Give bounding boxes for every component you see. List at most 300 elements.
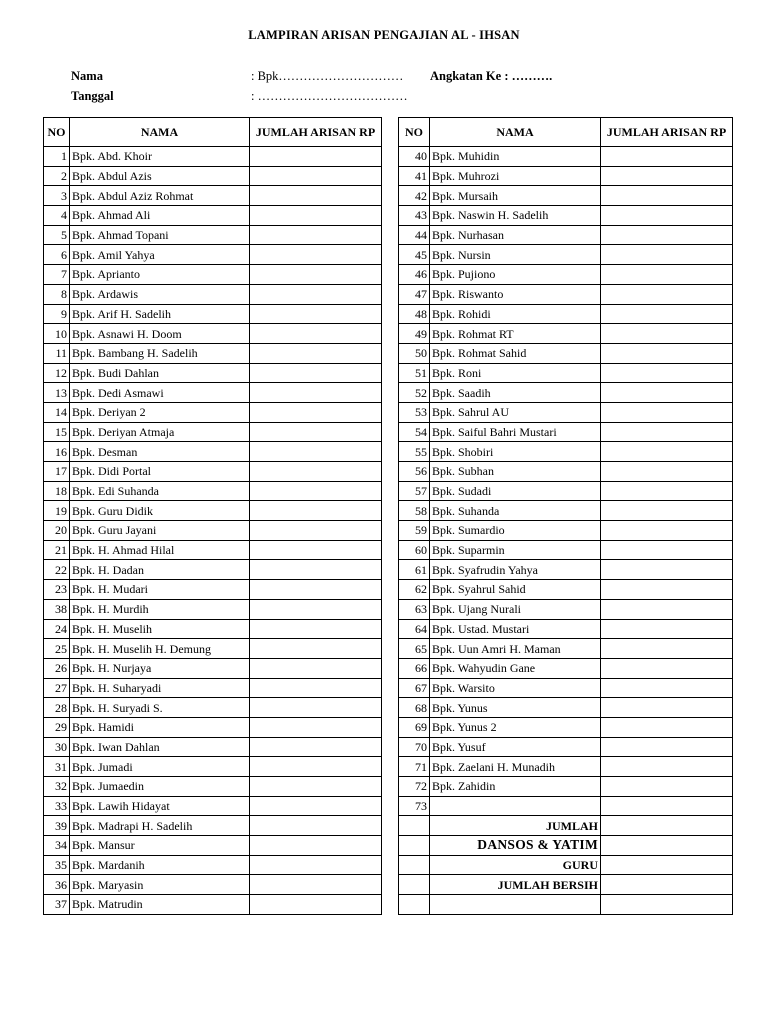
table-row <box>399 698 733 718</box>
row-number: 38 <box>44 599 70 619</box>
row-number: 48 <box>399 304 430 324</box>
row-number: 27 <box>44 678 70 698</box>
table-header-row <box>44 118 382 147</box>
summary-label: DANSOS & YATIM <box>430 836 601 856</box>
table-row <box>44 816 382 836</box>
row-number: 64 <box>399 619 430 639</box>
member-name: Bpk. Rohmat RT <box>430 324 601 344</box>
member-name: Bpk. Suparmin <box>430 540 601 560</box>
table-row <box>44 895 382 915</box>
members-table-left <box>43 117 382 915</box>
row-number: 15 <box>44 422 70 442</box>
member-name: Bpk. Desman <box>70 442 250 462</box>
arisan-amount-cell[interactable] <box>601 402 733 422</box>
row-number: 71 <box>399 757 430 777</box>
arisan-amount-cell[interactable] <box>250 324 382 344</box>
arisan-amount-cell[interactable] <box>250 777 382 797</box>
table-row <box>44 284 382 304</box>
table-row <box>44 540 382 560</box>
table-row <box>399 619 733 639</box>
nama-label: Nama <box>71 69 103 83</box>
member-name: Bpk. Bambang H. Sadelih <box>70 343 250 363</box>
row-number: 1 <box>44 147 70 167</box>
table-row <box>44 402 382 422</box>
row-number: 33 <box>44 796 70 816</box>
row-number: 17 <box>44 462 70 482</box>
member-name: Bpk. Aprianto <box>70 265 250 285</box>
member-name: Bpk. Budi Dahlan <box>70 363 250 383</box>
table-row <box>44 265 382 285</box>
arisan-amount-cell[interactable] <box>250 186 382 206</box>
row-number: 8 <box>44 284 70 304</box>
row-number: 28 <box>44 698 70 718</box>
summary-no-cell <box>399 875 430 895</box>
member-name: Bpk. Edi Suhanda <box>70 481 250 501</box>
row-number: 62 <box>399 580 430 600</box>
member-name: Bpk. Didi Portal <box>70 462 250 482</box>
table-row <box>44 875 382 895</box>
table-row <box>44 206 382 226</box>
arisan-amount-cell[interactable] <box>601 265 733 285</box>
arisan-amount-cell[interactable] <box>250 757 382 777</box>
summary-amount-cell[interactable] <box>601 816 733 836</box>
row-number: 7 <box>44 265 70 285</box>
table-row <box>44 796 382 816</box>
member-name: Bpk. Yunus <box>430 698 601 718</box>
member-name: Bpk. Asnawi H. Doom <box>70 324 250 344</box>
row-number: 24 <box>44 619 70 639</box>
member-name: Bpk. H. Muselih <box>70 619 250 639</box>
table-row <box>399 383 733 403</box>
table-row <box>44 383 382 403</box>
arisan-amount-cell[interactable] <box>601 147 733 167</box>
arisan-amount-cell[interactable] <box>601 363 733 383</box>
table-row <box>399 521 733 541</box>
row-number: 11 <box>44 343 70 363</box>
arisan-amount-cell[interactable] <box>601 304 733 324</box>
member-name: Bpk. Syafrudin Yahya <box>430 560 601 580</box>
table-row <box>44 481 382 501</box>
member-name: Bpk. Muhidin <box>430 147 601 167</box>
table-row <box>399 422 733 442</box>
arisan-amount-cell[interactable] <box>601 422 733 442</box>
member-name: Bpk. Abdul Aziz Rohmat <box>70 186 250 206</box>
header-jumlah: JUMLAH ARISAN RP <box>601 118 733 147</box>
table-row <box>44 186 382 206</box>
arisan-amount-cell[interactable] <box>250 462 382 482</box>
arisan-amount-cell[interactable] <box>250 737 382 757</box>
member-name: Bpk. H. Ahmad Hilal <box>70 540 250 560</box>
table-row <box>399 796 733 816</box>
arisan-amount-cell[interactable] <box>250 363 382 383</box>
member-name: Bpk. Jumaedin <box>70 777 250 797</box>
member-name: Bpk. Ustad. Mustari <box>430 619 601 639</box>
member-name: Bpk. Sahrul AU <box>430 402 601 422</box>
row-number: 57 <box>399 481 430 501</box>
table-row <box>44 245 382 265</box>
arisan-amount-cell[interactable] <box>250 442 382 462</box>
arisan-amount-cell[interactable] <box>250 836 382 856</box>
member-name: Bpk. Muhrozi <box>430 166 601 186</box>
arisan-amount-cell[interactable] <box>601 462 733 482</box>
member-name: Bpk. Nurhasan <box>430 225 601 245</box>
summary-row <box>399 875 733 895</box>
row-number: 59 <box>399 521 430 541</box>
member-name: Bpk. Matrudin <box>70 895 250 915</box>
member-name: Bpk. Iwan Dahlan <box>70 737 250 757</box>
header-jumlah: JUMLAH ARISAN RP <box>250 118 382 147</box>
member-name: Bpk. Rohidi <box>430 304 601 324</box>
row-number: 47 <box>399 284 430 304</box>
table-row <box>44 560 382 580</box>
arisan-amount-cell[interactable] <box>250 422 382 442</box>
members-table-right <box>398 117 733 915</box>
row-number: 52 <box>399 383 430 403</box>
member-name: Bpk. H. Murdih <box>70 599 250 619</box>
row-number: 46 <box>399 265 430 285</box>
member-name <box>430 796 601 816</box>
arisan-amount-cell[interactable] <box>250 166 382 186</box>
summary-no-cell <box>399 836 430 856</box>
arisan-amount-cell[interactable] <box>601 599 733 619</box>
row-number: 19 <box>44 501 70 521</box>
arisan-amount-cell[interactable] <box>601 284 733 304</box>
summary-no-cell <box>399 816 430 836</box>
row-number: 60 <box>399 540 430 560</box>
row-number: 58 <box>399 501 430 521</box>
arisan-amount-cell[interactable] <box>601 324 733 344</box>
member-name: Bpk. Zaelani H. Munadih <box>430 757 601 777</box>
member-name: Bpk. Subhan <box>430 462 601 482</box>
row-number: 40 <box>399 147 430 167</box>
table-row <box>399 304 733 324</box>
member-name: Bpk. Mursaih <box>430 186 601 206</box>
member-name: Bpk. Sumardio <box>430 521 601 541</box>
arisan-amount-cell[interactable] <box>601 186 733 206</box>
row-number: 43 <box>399 206 430 226</box>
row-number: 21 <box>44 540 70 560</box>
row-number: 37 <box>44 895 70 915</box>
table-row <box>44 343 382 363</box>
summary-label <box>430 895 601 915</box>
arisan-amount-cell[interactable] <box>250 245 382 265</box>
member-name: Bpk. Abdul Azis <box>70 166 250 186</box>
table-row <box>399 757 733 777</box>
angkatan-label: Angkatan Ke : ………. <box>430 69 553 83</box>
table-row <box>399 658 733 678</box>
summary-row <box>399 855 733 875</box>
document-title: LAMPIRAN ARISAN PENGAJIAN AL - IHSAN <box>248 28 520 42</box>
arisan-amount-cell[interactable] <box>250 147 382 167</box>
arisan-amount-cell[interactable] <box>250 698 382 718</box>
member-name: Bpk. Saiful Bahri Mustari <box>430 422 601 442</box>
arisan-amount-cell[interactable] <box>601 521 733 541</box>
table-row <box>399 147 733 167</box>
member-name: Bpk. Zahidin <box>430 777 601 797</box>
table-row <box>399 245 733 265</box>
row-number: 3 <box>44 186 70 206</box>
member-name: Bpk. Wahyudin Gane <box>430 658 601 678</box>
table-row <box>399 540 733 560</box>
member-name: Bpk. Dedi Asmawi <box>70 383 250 403</box>
member-name: Bpk. Guru Didik <box>70 501 250 521</box>
arisan-amount-cell[interactable] <box>601 737 733 757</box>
arisan-amount-cell[interactable] <box>250 402 382 422</box>
table-row <box>44 757 382 777</box>
row-number: 42 <box>399 186 430 206</box>
table-row <box>44 501 382 521</box>
table-row <box>399 481 733 501</box>
member-name: Bpk. Syahrul Sahid <box>430 580 601 600</box>
summary-label: GURU <box>430 855 601 875</box>
member-name: Bpk. Ujang Nurali <box>430 599 601 619</box>
arisan-amount-cell[interactable] <box>601 442 733 462</box>
summary-row <box>399 816 733 836</box>
arisan-amount-cell[interactable] <box>250 580 382 600</box>
member-name: Bpk. Arif H. Sadelih <box>70 304 250 324</box>
member-name: Bpk. Deriyan Atmaja <box>70 422 250 442</box>
member-name: Bpk. Naswin H. Sadelih <box>430 206 601 226</box>
arisan-amount-cell[interactable] <box>250 658 382 678</box>
member-name: Bpk. Ahmad Ali <box>70 206 250 226</box>
member-name: Bpk. Jumadi <box>70 757 250 777</box>
row-number: 5 <box>44 225 70 245</box>
arisan-amount-cell[interactable] <box>601 206 733 226</box>
arisan-amount-cell[interactable] <box>250 599 382 619</box>
table-row <box>399 442 733 462</box>
arisan-amount-cell[interactable] <box>250 796 382 816</box>
row-number: 12 <box>44 363 70 383</box>
arisan-amount-cell[interactable] <box>601 540 733 560</box>
arisan-amount-cell[interactable] <box>601 658 733 678</box>
table-row <box>44 166 382 186</box>
arisan-amount-cell[interactable] <box>601 757 733 777</box>
table-row <box>399 717 733 737</box>
table-row <box>399 580 733 600</box>
summary-row <box>399 895 733 915</box>
summary-amount-cell[interactable] <box>601 836 733 856</box>
arisan-amount-cell[interactable] <box>601 501 733 521</box>
member-name: Bpk. Yusuf <box>430 737 601 757</box>
member-name: Bpk. Riswanto <box>430 284 601 304</box>
row-number: 23 <box>44 580 70 600</box>
arisan-amount-cell[interactable] <box>250 639 382 659</box>
row-number: 30 <box>44 737 70 757</box>
table-row <box>399 186 733 206</box>
member-name: Bpk. Uun Amri H. Maman <box>430 639 601 659</box>
member-name: Bpk. Deriyan 2 <box>70 402 250 422</box>
table-row <box>399 324 733 344</box>
member-name: Bpk. H. Mudari <box>70 580 250 600</box>
arisan-amount-cell[interactable] <box>250 343 382 363</box>
arisan-amount-cell[interactable] <box>250 855 382 875</box>
member-name: Bpk. Suhanda <box>430 501 601 521</box>
table-row <box>399 462 733 482</box>
table-row <box>44 658 382 678</box>
arisan-amount-cell[interactable] <box>601 245 733 265</box>
header-no: NO <box>399 118 430 147</box>
arisan-amount-cell[interactable] <box>601 560 733 580</box>
header-nama: NAMA <box>70 118 250 147</box>
arisan-amount-cell[interactable] <box>601 777 733 797</box>
table-row <box>399 206 733 226</box>
table-row <box>44 855 382 875</box>
member-name: Bpk. H. Dadan <box>70 560 250 580</box>
arisan-amount-cell[interactable] <box>250 225 382 245</box>
table-row <box>44 324 382 344</box>
member-name: Bpk. Nursin <box>430 245 601 265</box>
arisan-amount-cell[interactable] <box>250 540 382 560</box>
table-row <box>399 678 733 698</box>
arisan-amount-cell[interactable] <box>250 895 382 915</box>
table-row <box>399 225 733 245</box>
arisan-amount-cell[interactable] <box>250 816 382 836</box>
arisan-amount-cell[interactable] <box>601 796 733 816</box>
table-row <box>399 166 733 186</box>
row-number: 54 <box>399 422 430 442</box>
table-row <box>399 265 733 285</box>
tanggal-value: : ……………………………… <box>251 89 408 103</box>
arisan-amount-cell[interactable] <box>250 717 382 737</box>
table-row <box>399 402 733 422</box>
header-nama: NAMA <box>430 118 601 147</box>
member-name: Bpk. H. Muselih H. Demung <box>70 639 250 659</box>
table-row <box>44 363 382 383</box>
row-number: 36 <box>44 875 70 895</box>
arisan-amount-cell[interactable] <box>250 265 382 285</box>
member-name: Bpk. Mansur <box>70 836 250 856</box>
row-number: 31 <box>44 757 70 777</box>
arisan-amount-cell[interactable] <box>601 166 733 186</box>
member-name: Bpk. Rohmat Sahid <box>430 343 601 363</box>
table-row <box>44 442 382 462</box>
member-name: Bpk. Shobiri <box>430 442 601 462</box>
summary-label: JUMLAH BERSIH <box>430 875 601 895</box>
member-name: Bpk. Madrapi H. Sadelih <box>70 816 250 836</box>
row-number: 34 <box>44 836 70 856</box>
arisan-amount-cell[interactable] <box>601 580 733 600</box>
row-number: 39 <box>44 816 70 836</box>
row-number: 72 <box>399 777 430 797</box>
row-number: 63 <box>399 599 430 619</box>
row-number: 6 <box>44 245 70 265</box>
row-number: 44 <box>399 225 430 245</box>
arisan-amount-cell[interactable] <box>601 343 733 363</box>
row-number: 51 <box>399 363 430 383</box>
arisan-amount-cell[interactable] <box>601 639 733 659</box>
row-number: 66 <box>399 658 430 678</box>
row-number: 29 <box>44 717 70 737</box>
summary-amount-cell[interactable] <box>601 855 733 875</box>
table-row <box>44 225 382 245</box>
summary-row <box>399 836 733 856</box>
row-number: 73 <box>399 796 430 816</box>
arisan-amount-cell[interactable] <box>601 225 733 245</box>
table-row <box>399 599 733 619</box>
summary-amount-cell[interactable] <box>601 895 733 915</box>
table-row <box>44 304 382 324</box>
row-number: 61 <box>399 560 430 580</box>
member-name: Bpk. Ahmad Topani <box>70 225 250 245</box>
table-row <box>399 639 733 659</box>
table-row <box>44 717 382 737</box>
table-row <box>44 698 382 718</box>
member-name: Bpk. Maryasin <box>70 875 250 895</box>
arisan-amount-cell[interactable] <box>250 481 382 501</box>
arisan-amount-cell[interactable] <box>601 678 733 698</box>
row-number: 10 <box>44 324 70 344</box>
row-number: 26 <box>44 658 70 678</box>
table-row <box>44 737 382 757</box>
row-number: 22 <box>44 560 70 580</box>
table-row <box>399 343 733 363</box>
table-row <box>399 284 733 304</box>
row-number: 20 <box>44 521 70 541</box>
row-number: 14 <box>44 402 70 422</box>
arisan-amount-cell[interactable] <box>601 619 733 639</box>
row-number: 67 <box>399 678 430 698</box>
arisan-amount-cell[interactable] <box>601 698 733 718</box>
row-number: 2 <box>44 166 70 186</box>
member-name: Bpk. Yunus 2 <box>430 717 601 737</box>
arisan-amount-cell[interactable] <box>250 304 382 324</box>
member-name: Bpk. H. Suharyadi <box>70 678 250 698</box>
row-number: 65 <box>399 639 430 659</box>
arisan-amount-cell[interactable] <box>601 481 733 501</box>
arisan-amount-cell[interactable] <box>250 206 382 226</box>
summary-no-cell <box>399 855 430 875</box>
row-number: 49 <box>399 324 430 344</box>
row-number: 18 <box>44 481 70 501</box>
member-name: Bpk. Ardawis <box>70 284 250 304</box>
arisan-amount-cell[interactable] <box>250 560 382 580</box>
table-row <box>44 639 382 659</box>
row-number: 56 <box>399 462 430 482</box>
member-name: Bpk. Warsito <box>430 678 601 698</box>
arisan-amount-cell[interactable] <box>250 521 382 541</box>
arisan-amount-cell[interactable] <box>250 875 382 895</box>
arisan-amount-cell[interactable] <box>601 717 733 737</box>
arisan-amount-cell[interactable] <box>250 678 382 698</box>
table-row <box>44 836 382 856</box>
member-name: Bpk. Roni <box>430 363 601 383</box>
summary-label: JUMLAH <box>430 816 601 836</box>
member-name: Bpk. Saadih <box>430 383 601 403</box>
member-name: Bpk. Guru Jayani <box>70 521 250 541</box>
summary-no-cell <box>399 895 430 915</box>
row-number: 9 <box>44 304 70 324</box>
row-number: 13 <box>44 383 70 403</box>
arisan-amount-cell[interactable] <box>250 619 382 639</box>
arisan-amount-cell[interactable] <box>601 383 733 403</box>
row-number: 32 <box>44 777 70 797</box>
row-number: 4 <box>44 206 70 226</box>
header-no: NO <box>44 118 70 147</box>
summary-amount-cell[interactable] <box>601 875 733 895</box>
table-row <box>399 560 733 580</box>
nama-value: : Bpk………………………… <box>251 69 404 83</box>
row-number: 50 <box>399 343 430 363</box>
member-name: Bpk. Hamidi <box>70 717 250 737</box>
table-row <box>44 422 382 442</box>
row-number: 53 <box>399 402 430 422</box>
arisan-amount-cell[interactable] <box>250 383 382 403</box>
arisan-amount-cell[interactable] <box>250 284 382 304</box>
arisan-amount-cell[interactable] <box>250 501 382 521</box>
member-name: Bpk. Mardanih <box>70 855 250 875</box>
row-number: 55 <box>399 442 430 462</box>
table-row <box>44 521 382 541</box>
